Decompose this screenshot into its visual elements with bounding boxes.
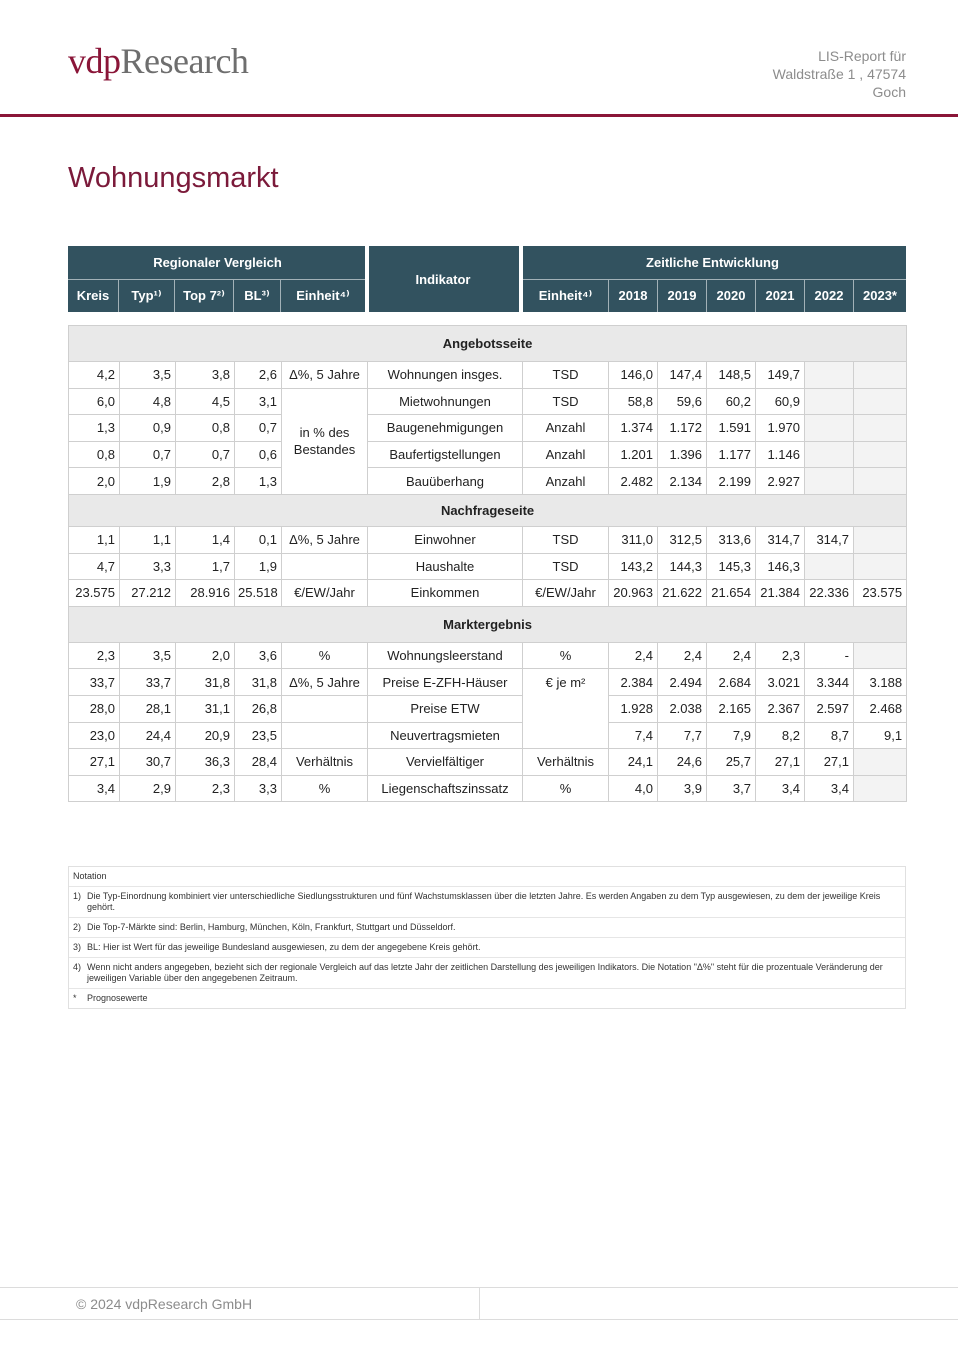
cell-2019: 2.038 <box>658 695 707 722</box>
cell-2021: 3.021 <box>756 669 805 696</box>
notation-text: Wenn nicht anders angegeben, bezieht sich der regionale Vergleich auf das letzte Jahr der zeitlichen Darstellung des jeweiligen Indikators. Die Notation "Δ%" steht für die prozentuale Veränderung der jeweiligen Variable über den angegebenen Zeitraum. <box>87 962 883 983</box>
notation-text: Die Top-7-Märkte sind: Berlin, Hamburg, München, Köln, Frankfurt, Stuttgart und Düsseldorf. <box>87 922 456 932</box>
cell-top7: 31,1 <box>176 695 235 722</box>
cell-einheit-right: €/EW/Jahr <box>523 580 609 607</box>
section-row <box>69 606 907 642</box>
cell-2018: 2.482 <box>609 468 658 495</box>
cell-einheit-right: TSD <box>523 526 609 553</box>
cell-kreis: 23.575 <box>69 580 120 607</box>
cell-2020: 313,6 <box>707 526 756 553</box>
cell-2019: 2.494 <box>658 669 707 696</box>
cell-bl: 1,9 <box>235 553 282 580</box>
cell-bl: 25.518 <box>235 580 282 607</box>
cell-2023 <box>854 775 907 802</box>
cell-kreis: 4,2 <box>69 362 120 389</box>
table-row <box>69 415 907 442</box>
table-row <box>69 580 907 607</box>
cell-2018: 143,2 <box>609 553 658 580</box>
cell-indikator: Haushalte <box>368 553 523 580</box>
col-2022: 2022 <box>814 288 844 303</box>
cell-2021: 149,7 <box>756 362 805 389</box>
report-address <box>773 47 906 101</box>
notation-title-row <box>69 867 905 886</box>
cell-bl: 31,8 <box>235 669 282 696</box>
wohnungsmarkt-table <box>68 325 907 802</box>
cell-2022: 3,4 <box>805 775 854 802</box>
report-line-3: Goch <box>872 84 906 100</box>
cell-typ: 3,5 <box>120 642 176 669</box>
notation-item <box>69 957 905 988</box>
notation-text: BL: Hier ist Wert für das jeweilige Bundesland ausgewiesen, zu dem der angegebene Kreis gehört. <box>87 942 481 952</box>
cell-2023 <box>854 642 907 669</box>
cell-indikator: Neuvertragsmieten <box>368 722 523 749</box>
cell-2019: 147,4 <box>658 362 707 389</box>
notation-mark: 2) <box>73 922 82 932</box>
logo-research: Research <box>120 41 249 81</box>
cell-typ: 4,8 <box>120 388 176 415</box>
notation-mark: 3) <box>73 942 82 952</box>
cell-typ: 1,1 <box>120 526 176 553</box>
cell-indikator: Liegenschaftszinssatz <box>368 775 523 802</box>
cell-bl: 3,1 <box>235 388 282 415</box>
notation-item <box>69 886 905 917</box>
cell-2023: 3.188 <box>854 669 907 696</box>
col-2020: 2020 <box>716 288 746 303</box>
notation-text: Die Typ-Einordnung kombiniert vier unterschiedliche Siedlungsstrukturen und fünf Wachstumsklassen über die letzten Jahre. Es werden Angaben zu dem Typ ausgewiesen, zu dem der jeweilige Kreis gehört. <box>87 891 881 912</box>
col-2021: 2021 <box>765 288 795 303</box>
cell-einheit: Δ%, 5 Jahre <box>282 362 368 389</box>
notation-text: Prognosewerte <box>87 993 148 1003</box>
cell-top7: 1,4 <box>176 526 235 553</box>
section-row <box>69 494 907 526</box>
cell-2021: 3,4 <box>756 775 805 802</box>
cell-2019: 312,5 <box>658 526 707 553</box>
cell-2021: 60,9 <box>756 388 805 415</box>
cell-bl: 0,7 <box>235 415 282 442</box>
header-indikator: Indikator <box>415 271 471 287</box>
cell-typ: 0,9 <box>120 415 176 442</box>
cell-2023: 2.468 <box>854 695 907 722</box>
cell-einheit-right: TSD <box>523 362 609 389</box>
cell-2020: 21.654 <box>707 580 756 607</box>
cell-2018: 1.374 <box>609 415 658 442</box>
cell-kreis: 33,7 <box>69 669 120 696</box>
cell-top7: 2,3 <box>176 775 235 802</box>
cell-typ: 3,5 <box>120 362 176 389</box>
cell-2021: 21.384 <box>756 580 805 607</box>
notation-box <box>68 866 906 1009</box>
col-bl: BL³⁾ <box>244 287 270 303</box>
cell-2019: 59,6 <box>658 388 707 415</box>
cell-2023 <box>854 441 907 468</box>
cell-top7: 2,0 <box>176 642 235 669</box>
cell-2020: 2.165 <box>707 695 756 722</box>
cell-typ: 30,7 <box>120 749 176 776</box>
cell-kreis: 6,0 <box>69 388 120 415</box>
header-regional: Regionaler Vergleich <box>153 255 282 270</box>
cell-kreis: 4,7 <box>69 553 120 580</box>
cell-bl: 3,3 <box>235 775 282 802</box>
cell-typ: 28,1 <box>120 695 176 722</box>
cell-einheit-right: TSD <box>523 388 609 415</box>
header-divider <box>0 114 958 117</box>
cell-2021: 2.367 <box>756 695 805 722</box>
cell-2018: 24,1 <box>609 749 658 776</box>
cell-bl: 28,4 <box>235 749 282 776</box>
cell-2018: 2,4 <box>609 642 658 669</box>
vdp-research-logo <box>68 40 248 82</box>
table-row <box>69 669 907 696</box>
cell-kreis: 3,4 <box>69 775 120 802</box>
cell-top7: 20,9 <box>176 722 235 749</box>
cell-indikator: Wohnungen insges. <box>368 362 523 389</box>
cell-2022: 27,1 <box>805 749 854 776</box>
cell-2021: 2,3 <box>756 642 805 669</box>
cell-2019: 24,6 <box>658 749 707 776</box>
cell-bl: 1,3 <box>235 468 282 495</box>
cell-2018: 20.963 <box>609 580 658 607</box>
cell-2018: 7,4 <box>609 722 658 749</box>
table-row <box>69 362 907 389</box>
cell-2023 <box>854 553 907 580</box>
cell-bl: 0,6 <box>235 441 282 468</box>
cell-einheit-right: % <box>523 642 609 669</box>
notation-item <box>69 937 905 957</box>
page-title: Wohnungsmarkt <box>68 162 279 194</box>
table-row <box>69 749 907 776</box>
cell-2020: 3,7 <box>707 775 756 802</box>
cell-2022 <box>805 362 854 389</box>
cell-2019: 2,4 <box>658 642 707 669</box>
notation-item <box>69 917 905 937</box>
cell-typ: 24,4 <box>120 722 176 749</box>
cell-einheit-right: Verhältnis <box>523 749 609 776</box>
cell-2023 <box>854 749 907 776</box>
cell-einheit-right: Anzahl <box>523 415 609 442</box>
cell-indikator: Baugenehmigungen <box>368 415 523 442</box>
cell-indikator: Preise E-ZFH-Häuser <box>368 669 523 696</box>
cell-typ: 0,7 <box>120 441 176 468</box>
section-angebot: Angebotsseite <box>69 326 907 362</box>
cell-einheit-empty <box>282 722 368 749</box>
cell-2022: - <box>805 642 854 669</box>
cell-top7: 36,3 <box>176 749 235 776</box>
notation-mark: 1) <box>73 891 82 901</box>
cell-einheit: Δ%, 5 Jahre <box>282 526 368 553</box>
copyright: © 2024 vdpResearch GmbH <box>76 1296 253 1312</box>
cell-2018: 4,0 <box>609 775 658 802</box>
cell-einheit-right: Anzahl <box>523 468 609 495</box>
table-header <box>68 246 906 312</box>
cell-2020: 2.199 <box>707 468 756 495</box>
cell-2018: 2.384 <box>609 669 658 696</box>
table-row <box>69 441 907 468</box>
cell-2022 <box>805 441 854 468</box>
cell-2019: 2.134 <box>658 468 707 495</box>
cell-2018: 1.928 <box>609 695 658 722</box>
notation-mark: 4) <box>73 962 82 972</box>
section-nachfrage: Nachfrageseite <box>69 494 907 526</box>
col-kreis: Kreis <box>76 288 110 303</box>
cell-2019: 1.172 <box>658 415 707 442</box>
cell-indikator: Mietwohnungen <box>368 388 523 415</box>
cell-2018: 146,0 <box>609 362 658 389</box>
cell-indikator: Preise ETW <box>368 695 523 722</box>
cell-2023: 23.575 <box>854 580 907 607</box>
cell-2019: 21.622 <box>658 580 707 607</box>
cell-einheit: €/EW/Jahr <box>282 580 368 607</box>
table-row <box>69 695 907 722</box>
cell-bl: 2,6 <box>235 362 282 389</box>
cell-top7: 28.916 <box>176 580 235 607</box>
table-row <box>69 468 907 495</box>
cell-einheit-empty <box>282 553 368 580</box>
cell-kreis: 0,8 <box>69 441 120 468</box>
cell-top7: 1,7 <box>176 553 235 580</box>
cell-2022 <box>805 553 854 580</box>
cell-einheit: Δ%, 5 Jahre <box>282 669 368 696</box>
table-row <box>69 526 907 553</box>
cell-top7: 0,8 <box>176 415 235 442</box>
cell-einheit-empty <box>282 695 368 722</box>
cell-top7: 2,8 <box>176 468 235 495</box>
cell-kreis: 28,0 <box>69 695 120 722</box>
cell-bl: 0,1 <box>235 526 282 553</box>
header-gap-left <box>365 246 369 312</box>
logo-vdp: vdp <box>68 41 121 81</box>
cell-typ: 33,7 <box>120 669 176 696</box>
cell-2020: 2.684 <box>707 669 756 696</box>
cell-top7: 31,8 <box>176 669 235 696</box>
cell-indikator: Bauüberhang <box>368 468 523 495</box>
cell-indikator: Vervielfältiger <box>368 749 523 776</box>
notation-title: Notation <box>73 871 107 881</box>
cell-2023 <box>854 415 907 442</box>
cell-einheit: Verhältnis <box>282 749 368 776</box>
cell-2022: 314,7 <box>805 526 854 553</box>
cell-2023 <box>854 362 907 389</box>
footer-divider <box>479 1288 480 1319</box>
notation-mark: * <box>73 993 77 1003</box>
cell-typ: 1,9 <box>120 468 176 495</box>
cell-einheit-right-eqm: € je m² <box>523 669 609 749</box>
cell-einheit: % <box>282 642 368 669</box>
cell-einheit-right: Anzahl <box>523 441 609 468</box>
cell-kreis: 27,1 <box>69 749 120 776</box>
cell-indikator: Einkommen <box>368 580 523 607</box>
cell-2020: 1.177 <box>707 441 756 468</box>
section-row <box>69 326 907 362</box>
cell-2018: 1.201 <box>609 441 658 468</box>
col-2018: 2018 <box>618 288 648 303</box>
cell-2019: 144,3 <box>658 553 707 580</box>
cell-2018: 58,8 <box>609 388 658 415</box>
cell-einheit-right: TSD <box>523 553 609 580</box>
cell-2023 <box>854 526 907 553</box>
cell-2019: 3,9 <box>658 775 707 802</box>
col-2023: 2023* <box>863 288 897 303</box>
col-typ: Typ¹⁾ <box>131 287 162 303</box>
cell-kreis: 1,3 <box>69 415 120 442</box>
table-row <box>69 642 907 669</box>
cell-typ: 3,3 <box>120 553 176 580</box>
cell-indikator: Einwohner <box>368 526 523 553</box>
cell-bl: 26,8 <box>235 695 282 722</box>
cell-bl: 23,5 <box>235 722 282 749</box>
cell-typ: 27.212 <box>120 580 176 607</box>
cell-kreis: 2,0 <box>69 468 120 495</box>
cell-2022: 22.336 <box>805 580 854 607</box>
cell-2018: 311,0 <box>609 526 658 553</box>
cell-indikator: Baufertigstellungen <box>368 441 523 468</box>
cell-typ: 2,9 <box>120 775 176 802</box>
cell-2023: 9,1 <box>854 722 907 749</box>
cell-2021: 314,7 <box>756 526 805 553</box>
cell-2021: 27,1 <box>756 749 805 776</box>
cell-2020: 1.591 <box>707 415 756 442</box>
cell-2022: 8,7 <box>805 722 854 749</box>
cell-2019: 7,7 <box>658 722 707 749</box>
cell-einheit-right: % <box>523 775 609 802</box>
cell-2021: 1.970 <box>756 415 805 442</box>
cell-kreis: 2,3 <box>69 642 120 669</box>
cell-2021: 146,3 <box>756 553 805 580</box>
cell-2020: 145,3 <box>707 553 756 580</box>
cell-kreis: 1,1 <box>69 526 120 553</box>
report-line-1: LIS-Report für <box>818 48 906 64</box>
cell-2020: 25,7 <box>707 749 756 776</box>
cell-2022 <box>805 468 854 495</box>
cell-2022 <box>805 415 854 442</box>
cell-2021: 2.927 <box>756 468 805 495</box>
table-row <box>69 553 907 580</box>
cell-2023 <box>854 468 907 495</box>
col-2019: 2019 <box>667 288 697 303</box>
cell-2019: 1.396 <box>658 441 707 468</box>
cell-einheit: % <box>282 775 368 802</box>
table-row <box>69 722 907 749</box>
col-einheit-left: Einheit⁴⁾ <box>296 287 350 303</box>
section-markt: Marktergebnis <box>69 606 907 642</box>
cell-top7: 4,5 <box>176 388 235 415</box>
cell-bl: 3,6 <box>235 642 282 669</box>
cell-indikator: Wohnungsleerstand <box>368 642 523 669</box>
cell-2022: 2.597 <box>805 695 854 722</box>
cell-kreis: 23,0 <box>69 722 120 749</box>
col-top7: Top 7²⁾ <box>183 287 225 303</box>
cell-2022 <box>805 388 854 415</box>
cell-2020: 2,4 <box>707 642 756 669</box>
cell-2021: 1.146 <box>756 441 805 468</box>
cell-2020: 148,5 <box>707 362 756 389</box>
cell-2021: 8,2 <box>756 722 805 749</box>
cell-einheit-bestand: in % des Bestandes <box>282 388 368 494</box>
cell-2020: 60,2 <box>707 388 756 415</box>
notation-item <box>69 988 905 1008</box>
cell-top7: 0,7 <box>176 441 235 468</box>
cell-2022: 3.344 <box>805 669 854 696</box>
table-row <box>69 775 907 802</box>
table-row <box>69 388 907 415</box>
page-footer <box>0 1287 958 1320</box>
cell-2020: 7,9 <box>707 722 756 749</box>
report-line-2: Waldstraße 1 , 47574 <box>772 66 906 82</box>
cell-2023 <box>854 388 907 415</box>
cell-top7: 3,8 <box>176 362 235 389</box>
col-einheit-right: Einheit⁴⁾ <box>538 287 593 303</box>
header-zeitlich: Zeitliche Entwicklung <box>646 255 779 270</box>
